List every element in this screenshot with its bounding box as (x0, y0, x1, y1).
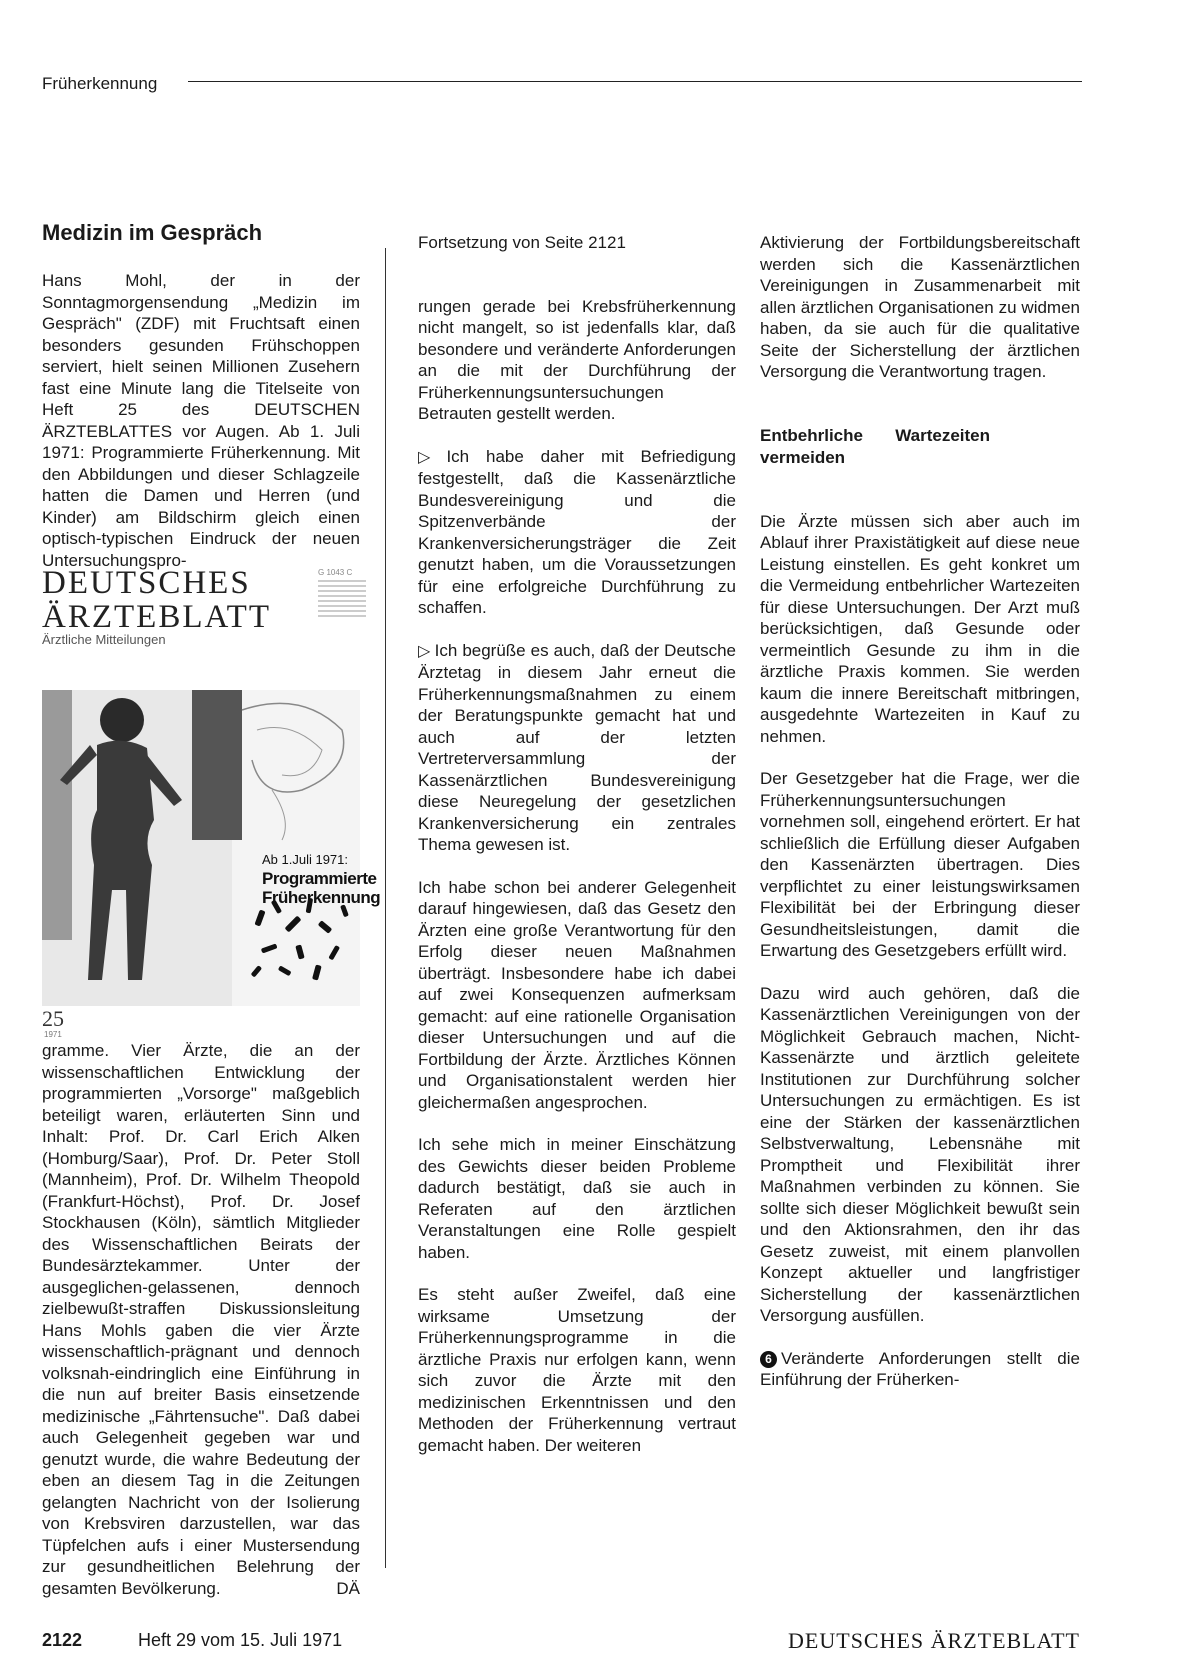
paragraph: gramme. Vier Ärzte, die an der wissenschaftlichen Entwicklung der programmierten „Vorsorge" maßgeblich beteiligt waren, erläuterten Sinn und Inhalt: Prof. Dr. Carl Erich Alken (Homburg/Saar), Prof. Dr. Peter Stoll (Mannheim), Prof. Dr. Wilhelm Theopold (Frankfurt-Höchst), Prof. Dr. Josef Stockhausen (Köln), sämtlich Mitglieder des Wissenschaftlichen Beirats der Bundesärztekammer. Unter der ausgeglichen-gelassenen, dennoch zielbewußt-straffen Diskussionsleitung Hans Mohls gaben die vier Ärzte wissenschaftlich-prägnant und dennoch volksnah-eindringlich eine Einführung in die nun auf breiter Basis einsetzende medizinische „Fährtensuche". Daß dabei auch Gelegenheit gegeben war und genutzt wurde, die wahre Bedeutung der eben an diesem Tag in die Zeitungen gelangten Nachricht von der Isolierung von Krebsviren darzustellen, war das Tüpfelchen aufs i einer Mustersendung zur gesundheitlichen Belehrung der gesamten Bevölkerung. (42, 1041, 360, 1598)
column-1-continued (42, 1040, 360, 1600)
section-label: Früherkennung (42, 74, 158, 93)
paragraph (418, 640, 736, 856)
cover-issue-year: 1971 (44, 1030, 62, 1039)
header-rule (188, 81, 1082, 82)
paragraph: Ich habe schon bei anderer Gelegenheit darauf hingewiesen, daß das Gesetz den Ärzten eine große Verantwortung für den Erfolg dieser neuen Maßnahmen überträgt. Insbesondere habe ich dabei auf zwei Konsequenzen aufmerksam gemacht: auf eine rationelle Organisation dieser Untersuchungen und auf die Fortbildung der Ärzte. Ärztliches Können und Organisationstalent werden hier gleichermaßen angesprochen. (418, 877, 736, 1112)
paragraph: Es steht außer Zweifel, daß eine wirksame Umsetzung der Früherkennungsprogramme in die ärztliche Praxis nur erfolgen kann, wenn sich zuvor die Ärzte mit den medizinischen Erkenntnissen und den Methoden der Früherkennung vertraut gemacht haben. Der weiteren (418, 1285, 736, 1455)
continuation-note: Fortsetzung von Seite 2121 (418, 233, 626, 252)
cover-code (318, 568, 366, 620)
column-1-intro (42, 270, 360, 592)
cover-headline-line: Früherkennung (262, 888, 381, 907)
paragraph: Aktivierung der Fortbildungsbereitschaft werden sich die Kassenärztlichen Vereinigungen in Zusammenarbeit mit allen ärztlichen Organisationen zu widmen haben, da sie auch für die qualitative Seite der Sicherstellung der ärztlichen Versorgung die Verantwortung tragen. (760, 233, 1080, 381)
cover-date: Ab 1.Juli 1971: (262, 852, 349, 867)
subheading: Entbehrliche Wartezeiten vermeiden (760, 425, 990, 467)
paragraph: Dazu wird auch gehören, daß die Kassenärztlichen Vereinigungen von der Möglichkeit Gebrauch machen, Nicht-Kassenärzte und ärztlich geleitete Institutionen zur Durchführung solcher Untersuchungen zu ermächtigen. Es ist eine der Stärken der kassenärztlichen Selbstverwaltung, Lebensnähe mit Promptheit und Flexibilität ihrer Maßnahmen verbinden zu können. Sie sollte sich dieser Möglichkeit bewußt sein und den Aktionsrahmen, den ihr das Gesetz zuweist, mit einem planvollen Konzept aktueller und langfristiger Sicherstellung der kassenärztlichen Versorgung ausfüllen. (760, 983, 1080, 1325)
magazine-name: DEUTSCHES ÄRZTEBLATT (788, 1628, 1080, 1653)
cover-issue-number: 25 (42, 1006, 64, 1031)
cover-masthead (42, 566, 271, 634)
triangle-bullet-icon: ▷ (418, 448, 443, 466)
cover-code-text: G 1043 C (318, 568, 353, 577)
paragraph: Hans Mohl, der in der Sonntagmorgensendung „Medizin im Gespräch" (ZDF) mit Fruchtsaft einen besonders gesunden Frühschoppen serviert, hielt seinen Millionen Zusehern fast eine Minute lang die Titelseite von Heft 25 des DEUTSCHEN ÄRZTEBLATTES vor Augen. Ab 1. Juli 1971: Programmierte Früherkennung. Mit den Abbildungen und dieser Schlagzeile hatten die Damen und Herren (und Kinder) am Bildschirm gleich einen optisch-typischen Eindruck der neuen Untersuchungspro- (42, 271, 360, 570)
paragraph: Die Ärzte müssen sich aber auch im Ablauf ihrer Praxistätigkeit auf diese neue Leistung einstellen. Es geht konkret um die Vermeidung entbehrlicher Wartezeiten für diese Untersuchungen. Der Arzt muß berücksichtigen, daß Gesunde oder vermeintlich Gesunde zu ihm in die ärztliche Praxis kommen. Sie werden kaum die innere Bereitschaft mitbringen, ausgedehnte Wartezeiten in Kauf zu nehmen. (760, 511, 1080, 746)
child-photo-illustration (42, 690, 360, 1006)
cover-title-line: ÄRZTEBLATT (42, 599, 271, 635)
paragraph (418, 446, 736, 619)
triangle-bullet-icon: ▷ (418, 642, 431, 660)
author-signature: DÄ (336, 1579, 360, 1598)
column-2 (418, 232, 736, 1477)
column-1-top (42, 220, 360, 246)
cover-fine-print (318, 580, 366, 620)
paragraph: Der Gesetzgeber hat die Frage, wer die Früherkennungsuntersuchungen vornehmen soll, eingehend erörtert. Er hat schließlich die Erfüllung dieser Aufgaben den Kassenärzten übertragen. Dies verpflichtet zu einer leistungswirksamen Flexibilität bei der Erbringung dieser Gesundheitsleistungen, damit die Erwartung des Gesetzgebers erfüllt wird. (760, 769, 1080, 960)
paragraph: rungen gerade bei Krebsfrüherkennung nicht mangelt, so ist jedenfalls klar, daß besondere und veränderte Anforderungen an die mit der Durchführung der Früherkennungsuntersuchungen Betrauten gestellt werden. (418, 296, 736, 423)
column-divider (385, 248, 386, 1568)
page-number: 2122 (42, 1630, 83, 1650)
cover-title-line: DEUTSCHES (42, 565, 251, 601)
article-heading: Medizin im Gespräch (42, 220, 263, 245)
paragraph-text: Ich habe daher mit Befriedigung festgestellt, daß die Kassenärztliche Bundesvereinigung und die Spitzenverbände der Krankenversicherungsträger die Zeit genutzt haben, um die Voraussetzungen für eine erfolgreiche Durchführung zu schaffen. (418, 446, 736, 617)
cover-photo (42, 690, 360, 1006)
issue-info: Heft 29 vom 15. Juli 1971 (138, 1630, 343, 1650)
cover-subtitle: Ärztliche Mitteilungen (42, 632, 166, 647)
numbered-bullet: 6 (760, 1351, 777, 1368)
column-3 (760, 232, 1080, 1412)
paragraph: Ich sehe mich in meiner Einschätzung des Gewichts dieser beiden Probleme dadurch bestätigt, daß sie auch in Referaten auf den ärztlichen Veranstaltungen eine Rolle gespielt haben. (418, 1135, 736, 1262)
paragraph-text: Ich begrüße es auch, daß der Deutsche Ärztetag in diesem Jahr erneut die Früherkennungsmaßnahmen zu einem der Beratungspunkte gemacht hat und auch auf der letzten Vertreterversammlung der Kassenärztlichen Bundesvereinigung diese Neuregelung der gesetzlichen Krankenversicherung ein zentrales Thema gewesen ist. (418, 640, 736, 854)
cover-headline-line: Programmierte (262, 869, 377, 888)
paragraph (760, 1348, 1080, 1391)
cover-headline (262, 869, 380, 907)
paragraph-text: Veränderte Anforderungen stellt die Einführung der Früherken- (760, 1348, 1080, 1389)
